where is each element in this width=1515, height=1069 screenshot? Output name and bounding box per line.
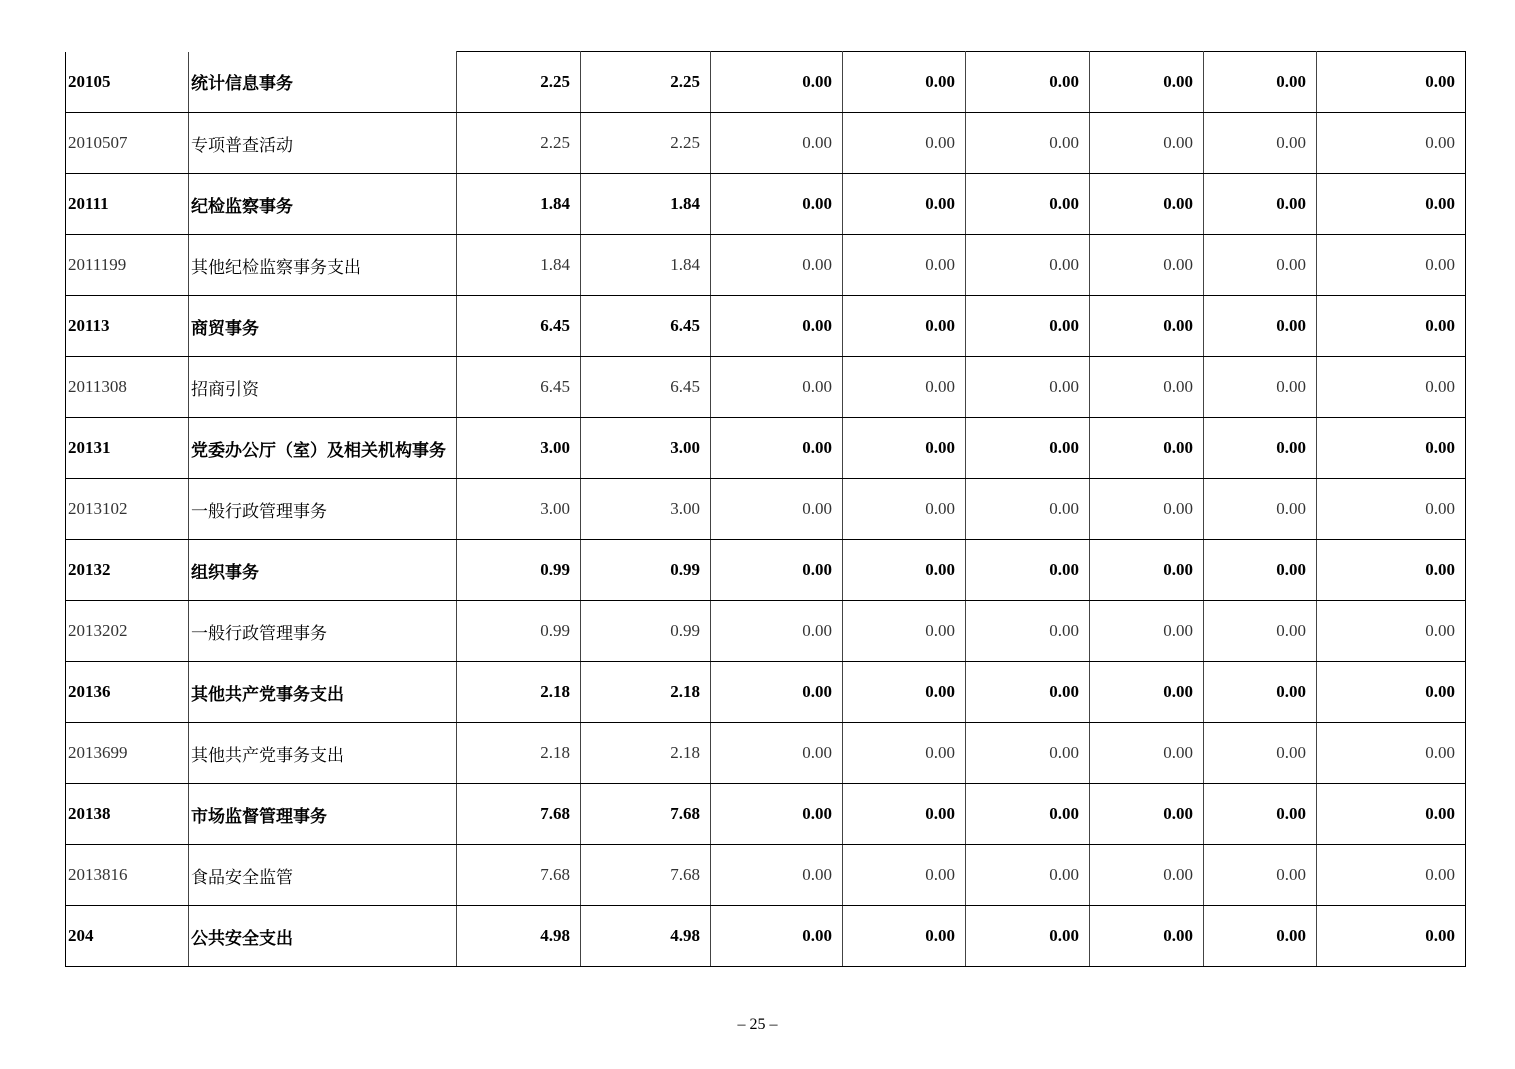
amount-cell: 0.00 <box>1090 540 1204 601</box>
amount-cell: 2.25 <box>581 113 711 174</box>
amount-cell: 0.99 <box>457 601 581 662</box>
amount-cell: 0.00 <box>1090 845 1204 906</box>
amount-cell: 0.00 <box>1317 662 1466 723</box>
amount-cell: 0.00 <box>1317 113 1466 174</box>
amount-cell: 7.68 <box>457 845 581 906</box>
amount-cell: 0.00 <box>1090 52 1204 113</box>
table-row <box>66 52 1466 113</box>
budget-table <box>65 51 1466 967</box>
amount-cell: 3.00 <box>581 418 711 479</box>
amount-cell: 0.00 <box>966 296 1090 357</box>
amount-cell: 2.18 <box>581 723 711 784</box>
subject-name-cell: 一般行政管理事务 <box>189 479 457 540</box>
subject-code-cell: 20105 <box>66 52 189 113</box>
amount-cell: 4.98 <box>581 906 711 967</box>
table-row <box>66 113 1466 174</box>
amount-cell: 0.00 <box>1090 113 1204 174</box>
amount-cell: 0.00 <box>1204 418 1317 479</box>
subject-name-cell: 食品安全监管 <box>189 845 457 906</box>
subject-name-cell: 纪检监察事务 <box>189 174 457 235</box>
amount-cell: 3.00 <box>581 479 711 540</box>
amount-cell: 7.68 <box>581 784 711 845</box>
amount-cell: 0.00 <box>966 113 1090 174</box>
amount-cell: 0.00 <box>711 418 843 479</box>
amount-cell: 2.18 <box>581 662 711 723</box>
amount-cell: 2.18 <box>457 723 581 784</box>
amount-cell: 0.00 <box>843 174 966 235</box>
amount-cell: 4.98 <box>457 906 581 967</box>
amount-cell: 0.00 <box>711 235 843 296</box>
amount-cell: 0.00 <box>1090 784 1204 845</box>
subject-name-cell: 其他共产党事务支出 <box>189 662 457 723</box>
amount-cell: 0.00 <box>966 418 1090 479</box>
table-row <box>66 784 1466 845</box>
table-body <box>66 52 1466 967</box>
amount-cell: 0.00 <box>1204 601 1317 662</box>
subject-name-cell: 公共安全支出 <box>189 906 457 967</box>
subject-code-cell: 20132 <box>66 540 189 601</box>
amount-cell: 0.00 <box>1204 174 1317 235</box>
amount-cell: 0.00 <box>966 845 1090 906</box>
amount-cell: 0.00 <box>1317 784 1466 845</box>
subject-code-cell: 20111 <box>66 174 189 235</box>
amount-cell: 0.00 <box>843 845 966 906</box>
amount-cell: 0.00 <box>966 723 1090 784</box>
amount-cell: 0.00 <box>966 235 1090 296</box>
amount-cell: 0.00 <box>966 357 1090 418</box>
amount-cell: 0.00 <box>1090 357 1204 418</box>
amount-cell: 0.00 <box>966 784 1090 845</box>
amount-cell: 0.00 <box>711 845 843 906</box>
subject-code-cell: 2010507 <box>66 113 189 174</box>
amount-cell: 0.00 <box>1317 357 1466 418</box>
amount-cell: 0.00 <box>1090 418 1204 479</box>
amount-cell: 2.25 <box>457 113 581 174</box>
amount-cell: 0.00 <box>1317 845 1466 906</box>
amount-cell: 0.00 <box>711 540 843 601</box>
table-row <box>66 296 1466 357</box>
amount-cell: 0.00 <box>1317 479 1466 540</box>
subject-code-cell: 2011199 <box>66 235 189 296</box>
table-row <box>66 662 1466 723</box>
amount-cell: 0.00 <box>1204 479 1317 540</box>
subject-code-cell: 2011308 <box>66 357 189 418</box>
table-row <box>66 601 1466 662</box>
amount-cell: 0.00 <box>1317 906 1466 967</box>
amount-cell: 0.00 <box>1090 601 1204 662</box>
amount-cell: 0.00 <box>966 601 1090 662</box>
amount-cell: 0.00 <box>1204 540 1317 601</box>
amount-cell: 0.99 <box>581 601 711 662</box>
amount-cell: 0.00 <box>843 235 966 296</box>
subject-name-cell: 党委办公厅（室）及相关机构事务 <box>189 418 457 479</box>
amount-cell: 0.00 <box>711 662 843 723</box>
amount-cell: 0.00 <box>843 418 966 479</box>
subject-code-cell: 20131 <box>66 418 189 479</box>
amount-cell: 1.84 <box>457 174 581 235</box>
amount-cell: 0.00 <box>1204 113 1317 174</box>
amount-cell: 0.00 <box>711 113 843 174</box>
amount-cell: 0.00 <box>843 296 966 357</box>
amount-cell: 0.00 <box>711 174 843 235</box>
subject-code-cell: 20113 <box>66 296 189 357</box>
amount-cell: 7.68 <box>457 784 581 845</box>
amount-cell: 2.25 <box>457 52 581 113</box>
amount-cell: 0.00 <box>843 52 966 113</box>
amount-cell: 0.00 <box>1317 174 1466 235</box>
amount-cell: 3.00 <box>457 479 581 540</box>
amount-cell: 2.25 <box>581 52 711 113</box>
amount-cell: 0.00 <box>1204 723 1317 784</box>
amount-cell: 1.84 <box>581 235 711 296</box>
amount-cell: 0.00 <box>1204 357 1317 418</box>
subject-name-cell: 其他共产党事务支出 <box>189 723 457 784</box>
amount-cell: 0.00 <box>966 540 1090 601</box>
amount-cell: 0.00 <box>1317 540 1466 601</box>
amount-cell: 6.45 <box>581 296 711 357</box>
amount-cell: 0.00 <box>711 296 843 357</box>
subject-code-cell: 2013102 <box>66 479 189 540</box>
amount-cell: 6.45 <box>581 357 711 418</box>
amount-cell: 0.00 <box>966 52 1090 113</box>
amount-cell: 0.00 <box>1090 662 1204 723</box>
amount-cell: 0.00 <box>843 113 966 174</box>
amount-cell: 3.00 <box>457 418 581 479</box>
table-row <box>66 906 1466 967</box>
table-row <box>66 418 1466 479</box>
amount-cell: 0.00 <box>1090 479 1204 540</box>
table-row <box>66 235 1466 296</box>
amount-cell: 0.00 <box>711 601 843 662</box>
subject-code-cell: 20138 <box>66 784 189 845</box>
amount-cell: 0.00 <box>1204 845 1317 906</box>
amount-cell: 0.00 <box>1204 296 1317 357</box>
amount-cell: 0.00 <box>711 52 843 113</box>
amount-cell: 0.00 <box>1204 52 1317 113</box>
subject-name-cell: 专项普查活动 <box>189 113 457 174</box>
amount-cell: 0.99 <box>457 540 581 601</box>
amount-cell: 1.84 <box>457 235 581 296</box>
amount-cell: 0.00 <box>1204 784 1317 845</box>
amount-cell: 0.00 <box>711 906 843 967</box>
amount-cell: 0.00 <box>1090 723 1204 784</box>
table-row <box>66 723 1466 784</box>
subject-name-cell: 一般行政管理事务 <box>189 601 457 662</box>
amount-cell: 0.00 <box>1317 235 1466 296</box>
amount-cell: 0.00 <box>1204 662 1317 723</box>
page-number: – 25 – <box>737 1016 778 1033</box>
amount-cell: 0.00 <box>966 906 1090 967</box>
amount-cell: 0.00 <box>1204 906 1317 967</box>
table-row <box>66 540 1466 601</box>
amount-cell: 1.84 <box>581 174 711 235</box>
amount-cell: 0.00 <box>966 174 1090 235</box>
table-row <box>66 845 1466 906</box>
table-row <box>66 174 1466 235</box>
subject-code-cell: 2013202 <box>66 601 189 662</box>
amount-cell: 0.00 <box>966 479 1090 540</box>
amount-cell: 0.00 <box>1317 296 1466 357</box>
subject-code-cell: 2013816 <box>66 845 189 906</box>
amount-cell: 0.00 <box>843 662 966 723</box>
amount-cell: 0.00 <box>711 723 843 784</box>
amount-cell: 0.00 <box>1090 174 1204 235</box>
amount-cell: 0.00 <box>711 479 843 540</box>
amount-cell: 0.00 <box>711 357 843 418</box>
amount-cell: 7.68 <box>581 845 711 906</box>
subject-name-cell: 组织事务 <box>189 540 457 601</box>
amount-cell: 6.45 <box>457 296 581 357</box>
amount-cell: 0.00 <box>843 906 966 967</box>
amount-cell: 2.18 <box>457 662 581 723</box>
amount-cell: 0.00 <box>1317 723 1466 784</box>
amount-cell: 0.00 <box>843 540 966 601</box>
subject-name-cell: 统计信息事务 <box>189 52 457 113</box>
amount-cell: 0.00 <box>1317 52 1466 113</box>
subject-name-cell: 招商引资 <box>189 357 457 418</box>
amount-cell: 0.00 <box>843 601 966 662</box>
amount-cell: 0.00 <box>1090 906 1204 967</box>
amount-cell: 0.00 <box>711 784 843 845</box>
amount-cell: 0.99 <box>581 540 711 601</box>
amount-cell: 0.00 <box>1204 235 1317 296</box>
subject-code-cell: 204 <box>66 906 189 967</box>
amount-cell: 0.00 <box>843 723 966 784</box>
subject-name-cell: 其他纪检监察事务支出 <box>189 235 457 296</box>
amount-cell: 0.00 <box>1317 601 1466 662</box>
budget-table-container <box>65 51 1465 967</box>
subject-code-cell: 2013699 <box>66 723 189 784</box>
table-row <box>66 357 1466 418</box>
amount-cell: 0.00 <box>966 662 1090 723</box>
amount-cell: 0.00 <box>843 479 966 540</box>
table-row <box>66 479 1466 540</box>
amount-cell: 0.00 <box>843 357 966 418</box>
subject-name-cell: 商贸事务 <box>189 296 457 357</box>
amount-cell: 6.45 <box>457 357 581 418</box>
amount-cell: 0.00 <box>843 784 966 845</box>
subject-name-cell: 市场监督管理事务 <box>189 784 457 845</box>
amount-cell: 0.00 <box>1317 418 1466 479</box>
amount-cell: 0.00 <box>1090 235 1204 296</box>
subject-code-cell: 20136 <box>66 662 189 723</box>
amount-cell: 0.00 <box>1090 296 1204 357</box>
